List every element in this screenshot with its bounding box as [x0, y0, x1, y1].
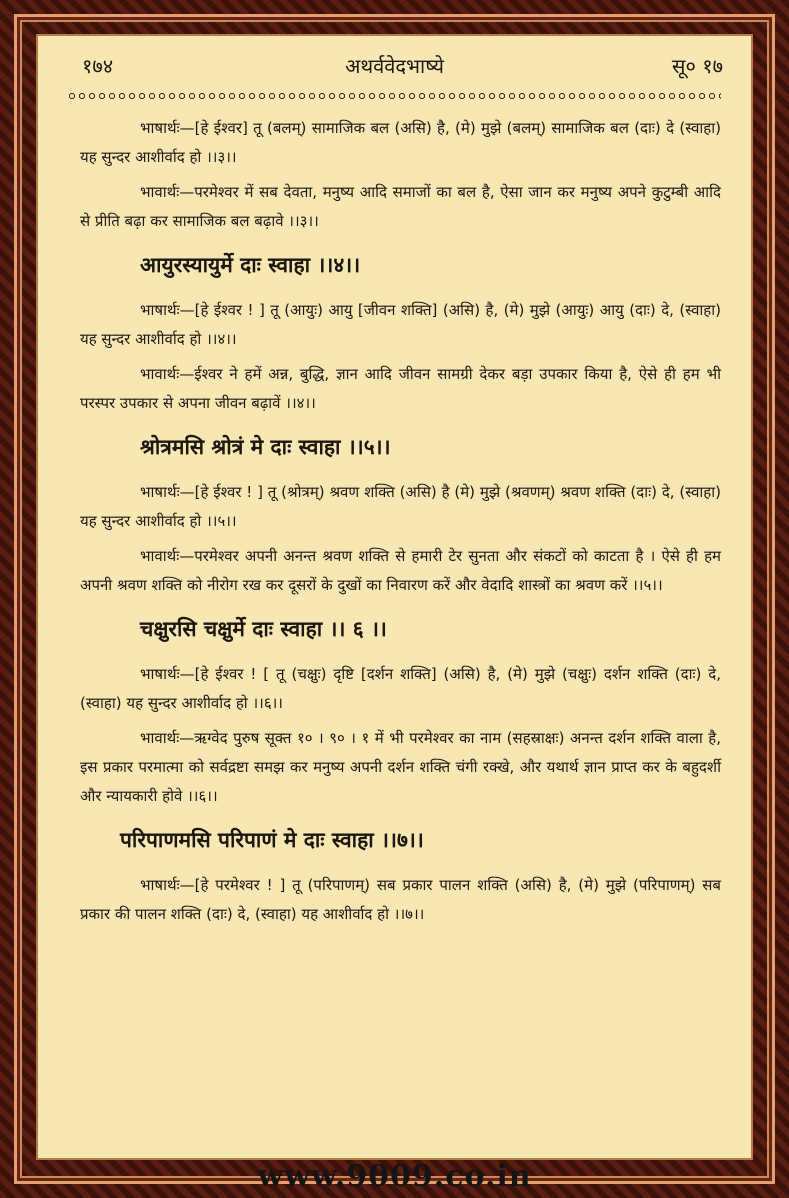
website-footer: www.9009.co.in [257, 1159, 532, 1194]
book-title: अथर्ववेदभाष्ये [345, 54, 444, 78]
mantra-verse: परिपाणमसि परिपाणं मे दाः स्वाहा ।।७।। [120, 827, 424, 852]
page-number: १७४ [82, 54, 114, 78]
page-header [38, 46, 751, 86]
section-number: सू० १७ [671, 54, 723, 78]
paragraph: भाषार्थः—[हे परमेश्वर ! ] तू (परिपाणम्) सब प्रकार पालन शक्ति (असि) है, (मे) मुझे (परिपाणम्) सब प्रकार की पालन शक्ति (दाः) दे, (स्वाहा) यह आशीर्वाद हो ।।७।। [80, 876, 721, 923]
mantra-verse: श्रोत्रमसि श्रोत्रं मे दाः स्वाहा ।।५।। [140, 434, 391, 459]
paragraph: भाषार्थः—[हे ईश्वर ! [ तू (चक्षुः) दृष्टि [दर्शन शक्ति] (असि) है, (मे) मुझे (चक्षुः) दर्शन शक्ति (दाः) दे, (स्वाहा) यह सुन्दर आशीर्वाद हो ।।६।। [80, 665, 721, 712]
paragraph: भावार्थः—परमेश्वर अपनी अनन्त श्रवण शक्ति से हमारी टेर सुनता और संकटों को काटता है । ऐसे ही हम अपनी श्रवण शक्ति को नीरोग रख कर दूसरों के दुखों का निवारण करें और वेदादि शास्त्रों का श्रवण करें ।।५।। [80, 547, 721, 594]
page-content [80, 114, 721, 935]
paragraph: भावार्थः—ईश्वर ने हमें अन्न, बुद्धि, ज्ञान आदि जीवन सामग्री देकर बड़ा उपकार किया है, ऐसे ही हम भी परस्पर उपकार से अपना जीवन बढ़ावें ।।४।। [80, 365, 721, 412]
mantra-verse: चक्षुरसि चक्षुर्मे दाः स्वाहा ।। ६ ।। [140, 616, 387, 641]
book-page [36, 34, 753, 1160]
paragraph: भावार्थः—ऋग्वेद पुरुष सूक्त १० । ९० । १ में भी परमेश्वर का नाम (सहस्राक्षः) अनन्त दर्शन शक्ति वाला है, इस प्रकार परमात्मा को सर्वद्रष्टा समझ कर मनुष्य अपनी दर्शन शक्ति चंगी रक्खे, और यथार्थ ज्ञान प्राप्त कर के बहुदर्शी और न्यायकारी होवे ।।६।। [80, 729, 721, 805]
mantra-verse: आयुरस्यायुर्मे दाः स्वाहा ।।४।। [140, 252, 361, 277]
paragraph: भाषार्थः—[हे ईश्वर] तू (बलम्) सामाजिक बल (असि) है, (मे) मुझे (बलम्) सामाजिक बल (दाः) दे (स्वाहा) यह सुन्दर आशीर्वाद हो ।।३।। [80, 119, 721, 166]
paragraph: भाषार्थः—[हे ईश्वर ! ] तू (आयुः) आयु [जीवन शक्ति] (असि) है, (मे) मुझे (आयुः) आयु (दाः) दे, (स्वाहा) यह सुन्दर आशीर्वाद हो ।।४।। [80, 301, 721, 348]
paragraph: भाषार्थः—[हे ईश्वर ! ] तू (श्रोत्रम्) श्रवण शक्ति (असि) है (मे) मुझे (श्रवणम्) श्रवण शक्ति (दाः) दे, (स्वाहा) यह सुन्दर आशीर्वाद हो ।।५।। [80, 483, 721, 530]
paragraph: भावार्थः—परमेश्वर में सब देवता, मनुष्य आदि समाजों का बल है, ऐसा जान कर मनुष्य अपने कुटुम्बी आदि से प्रीति बढ़ा कर सामाजिक बल बढ़ावे ।।३।। [80, 183, 721, 230]
header-divider [68, 92, 721, 100]
